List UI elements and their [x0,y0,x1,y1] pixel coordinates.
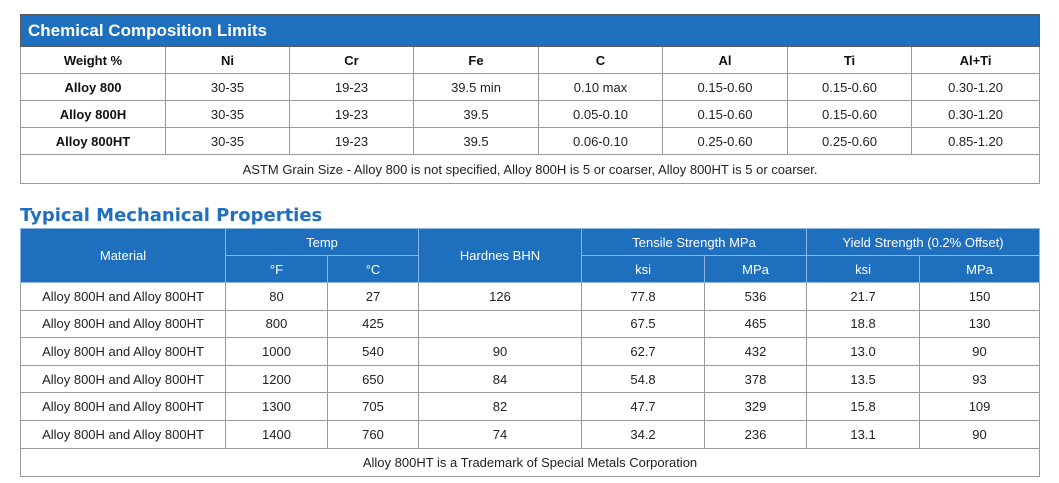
material-cell: Alloy 800H and Alloy 800HT [21,283,226,311]
table-cell: 0.30-1.20 [912,101,1040,128]
table-cell: 378 [705,365,807,393]
tensile-mpa-header: MPa [705,256,807,283]
table-cell: 465 [705,310,807,338]
table-cell: 705 [328,393,419,421]
chemical-composition-table [20,14,1040,184]
table-row [21,393,1040,421]
trademark-note: Alloy 800HT is a Trademark of Special Metals Corporation [21,448,1040,476]
table-cell: 80 [226,283,328,311]
table-cell: 84 [419,365,582,393]
table-cell: 30-35 [166,74,290,101]
table-cell: 39.5 [414,128,539,155]
table-cell: 82 [419,393,582,421]
table-cell: 62.7 [582,338,705,366]
table-row [21,74,1040,101]
table-cell: 800 [226,310,328,338]
alloy-name-cell: Alloy 800H [21,101,166,128]
table-cell: 90 [920,420,1040,448]
table-cell: 1000 [226,338,328,366]
table-cell: 0.10 max [539,74,663,101]
table-cell: 130 [920,310,1040,338]
table-cell: 74 [419,420,582,448]
alloy-name-cell: Alloy 800 [21,74,166,101]
table-cell: 236 [705,420,807,448]
table-cell: 30-35 [166,101,290,128]
table-cell: 13.1 [807,420,920,448]
table-cell: 19-23 [290,101,414,128]
column-header: Al+Ti [912,47,1040,74]
column-header: Cr [290,47,414,74]
table-cell: 540 [328,338,419,366]
grain-size-note: ASTM Grain Size - Alloy 800 is not specified, Alloy 800H is 5 or coarser, Alloy 800HT is 5 or coarser. [21,155,1040,184]
table-row [21,128,1040,155]
material-header: Material [21,229,226,283]
table-cell: 67.5 [582,310,705,338]
table-row [21,338,1040,366]
table-cell: 0.06-0.10 [539,128,663,155]
table-cell: 39.5 [414,101,539,128]
table-cell: 425 [328,310,419,338]
table-row [21,101,1040,128]
table-cell: 0.15-0.60 [663,101,788,128]
table-cell: 90 [920,338,1040,366]
table-cell: 150 [920,283,1040,311]
material-cell: Alloy 800H and Alloy 800HT [21,310,226,338]
table-cell: 19-23 [290,128,414,155]
tensile-ksi-header: ksi [582,256,705,283]
column-header: Ti [788,47,912,74]
fahrenheit-header: °F [226,256,328,283]
temp-header: Temp [226,229,419,256]
alloy-name-cell: Alloy 800HT [21,128,166,155]
hardness-header: Hardnes BHN [419,229,582,283]
table-cell: 77.8 [582,283,705,311]
table-cell: 0.85-1.20 [912,128,1040,155]
table-cell: 19-23 [290,74,414,101]
yield-ksi-header: ksi [807,256,920,283]
material-cell: Alloy 800H and Alloy 800HT [21,393,226,421]
table-cell: 329 [705,393,807,421]
celsius-header: °C [328,256,419,283]
material-cell: Alloy 800H and Alloy 800HT [21,338,226,366]
table-cell: 93 [920,365,1040,393]
column-header: Al [663,47,788,74]
table-cell: 30-35 [166,128,290,155]
table-cell: 0.05-0.10 [539,101,663,128]
table-cell: 760 [328,420,419,448]
table-cell: 0.15-0.60 [788,101,912,128]
table-row [21,310,1040,338]
table-cell: 1200 [226,365,328,393]
column-header: Weight % [21,47,166,74]
chemical-table-title: Chemical Composition Limits [21,15,1040,47]
table-cell: 0.25-0.60 [663,128,788,155]
table-cell: 90 [419,338,582,366]
table-cell: 13.0 [807,338,920,366]
column-header: Fe [414,47,539,74]
tensile-header: Tensile Strength MPa [582,229,807,256]
table-cell: 109 [920,393,1040,421]
table-cell: 0.15-0.60 [663,74,788,101]
yield-header: Yield Strength (0.2% Offset) [807,229,1040,256]
material-cell: Alloy 800H and Alloy 800HT [21,365,226,393]
table-cell: 54.8 [582,365,705,393]
table-cell: 47.7 [582,393,705,421]
table-cell: 1400 [226,420,328,448]
table-cell: 15.8 [807,393,920,421]
material-cell: Alloy 800H and Alloy 800HT [21,420,226,448]
table-cell: 13.5 [807,365,920,393]
table-cell: 27 [328,283,419,311]
table-cell: 0.15-0.60 [788,74,912,101]
column-header: Ni [166,47,290,74]
table-cell: 650 [328,365,419,393]
table-cell [419,310,582,338]
mechanical-section-title: Typical Mechanical Properties [20,205,323,226]
table-cell: 536 [705,283,807,311]
table-row [21,420,1040,448]
table-cell: 21.7 [807,283,920,311]
yield-mpa-header: MPa [920,256,1040,283]
table-cell: 432 [705,338,807,366]
table-cell: 126 [419,283,582,311]
table-cell: 34.2 [582,420,705,448]
table-row [21,283,1040,311]
table-row [21,365,1040,393]
table-cell: 0.25-0.60 [788,128,912,155]
table-cell: 0.30-1.20 [912,74,1040,101]
table-cell: 18.8 [807,310,920,338]
mechanical-properties-table [20,228,1040,477]
table-cell: 39.5 min [414,74,539,101]
table-cell: 1300 [226,393,328,421]
column-header: C [539,47,663,74]
